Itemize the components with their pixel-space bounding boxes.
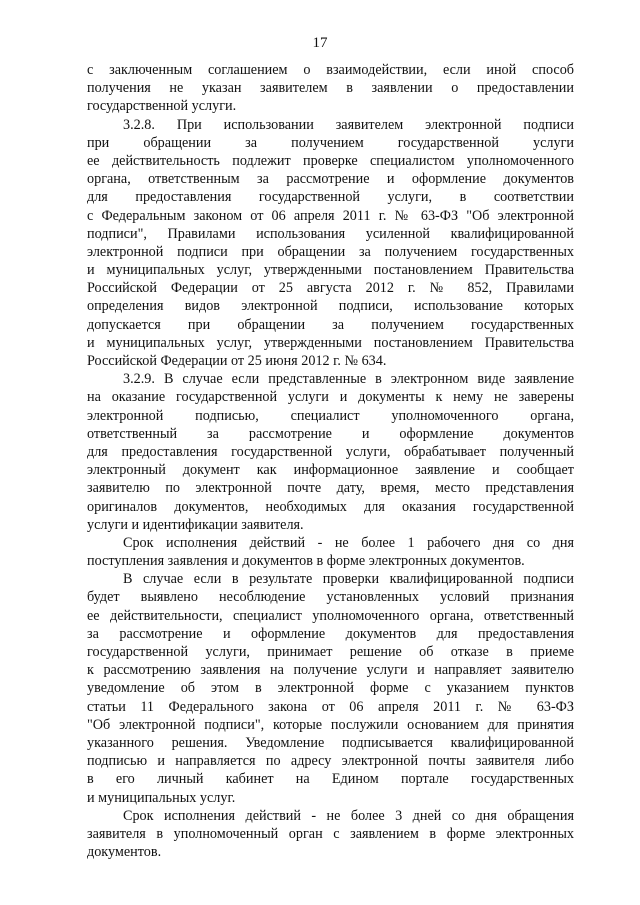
text-line: в его личный кабинет на Едином портале государственных	[87, 771, 574, 788]
page-number: 17	[312, 35, 328, 51]
text-line: на оказание государственной услуги и документы к нему не заверены	[87, 389, 574, 406]
text-line: Срок исполнения действий - не более 1 рабочего дня со дня	[123, 534, 574, 551]
text-line: для предоставления государственной услуги, обрабатывает полученный	[87, 443, 574, 460]
text-line: получения не указан заявителем в заявлении о предоставлении	[87, 80, 574, 97]
text-line: к рассмотрению заявления на получение услуги и направляет заявителю	[87, 662, 574, 679]
text-line: В случае если в результате проверки квалифицированной подписи	[123, 571, 574, 588]
text-line: подписи", Правилами использования усиленной квалифицированной	[87, 225, 574, 242]
text-line: для предоставления государственной услуги, в соответствии	[87, 189, 574, 206]
text-line: электронной подписью, специалист уполномоченного органа,	[87, 407, 574, 424]
text-line: за рассмотрение и оформление документов для предоставления	[87, 625, 574, 642]
text-line: указанного решения. Уведомление подписывается квалифицированной	[87, 734, 574, 751]
text-line: поступления заявления и документов в форме электронных документов.	[87, 553, 525, 570]
text-line: оригиналов документов, необходимых для оказания государственной	[87, 498, 574, 515]
text-line: ее действительность подлежит проверке специалистом уполномоченного	[87, 152, 574, 169]
document-body	[87, 61, 574, 861]
text-line: будет выявлено несоблюдение установленных условий признания	[87, 589, 574, 606]
text-line: 3.2.8. При использовании заявителем электронной подписи	[123, 116, 574, 133]
text-line: с Федеральным законом от 06 апреля 2011 г. № 63-ФЗ "Об электронной	[87, 207, 574, 224]
text-line: статьи 11 Федерального закона от 06 апреля 2011 г. № 63-ФЗ	[87, 698, 574, 715]
text-line: "Об электронной подписи", которые послужили основанием для принятия	[87, 716, 574, 733]
text-line: электронной подписи при обращении за получением государственных	[87, 243, 574, 260]
text-line: заявителя в уполномоченный орган с заявлением в форме электронных	[87, 825, 574, 842]
text-line: Российской Федерации от 25 июня 2012 г. № 634.	[87, 353, 387, 369]
text-line: государственной услуги, принимает решение об отказе в приеме	[87, 644, 574, 660]
text-line: и муниципальных услуг, утвержденными постановлением Правительства	[87, 262, 574, 279]
text-line: 3.2.9. В случае если представленные в электронном виде заявление	[123, 371, 574, 388]
text-line: органа, ответственным за рассмотрение и оформление документов	[87, 171, 574, 188]
text-line: при обращении за получением государственной услуги	[87, 134, 574, 151]
text-line: услуги и идентификации заявителя.	[87, 516, 304, 533]
text-line: ее действительности, специалист уполномоченного органа, ответственный	[87, 607, 574, 624]
text-line: Срок исполнения действий - не более 3 дней со дня обращения	[123, 807, 574, 824]
text-line: заявителю по электронной почте дату, время, место представления	[87, 480, 574, 497]
text-line: государственной услуги.	[87, 98, 237, 115]
text-line: документов.	[87, 844, 162, 861]
text-line: с заключенным соглашением о взаимодействии, если иной способ	[87, 62, 574, 78]
text-line: ответственный за рассмотрение и оформление документов	[87, 425, 574, 442]
text-line: подписью и направляется по адресу электронной почты заявителя либо	[87, 753, 574, 770]
text-line: и муниципальных услуг, утвержденными постановлением Правительства	[87, 334, 574, 351]
text-line: и муниципальных услуг.	[87, 789, 236, 806]
text-line: электронный документ как информационное заявление и сообщает	[87, 462, 574, 479]
text-line: допускается при обращении за получением государственных	[87, 316, 574, 333]
text-line: уведомление об этом в электронной форме с указанием пунктов	[87, 680, 574, 697]
text-line: Российской Федерации от 25 августа 2012 г. № 852, Правилами	[87, 280, 574, 297]
text-line: определения видов электронной подписи, использование которых	[87, 298, 574, 315]
